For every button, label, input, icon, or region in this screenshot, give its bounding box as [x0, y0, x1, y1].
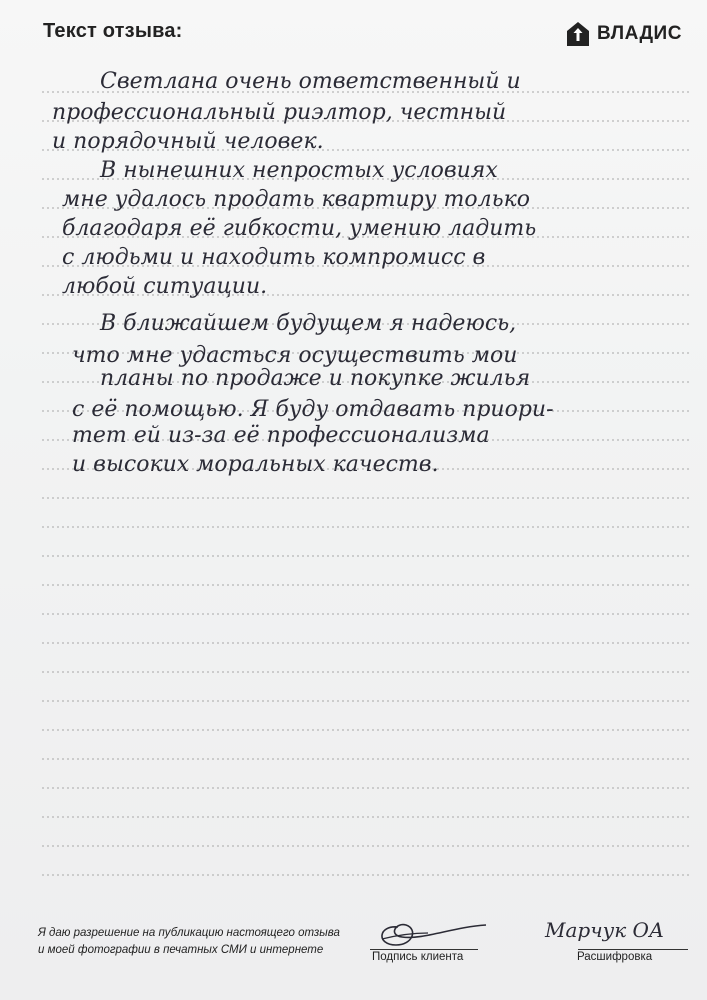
review-line: мне удалось продать квартиру только: [62, 187, 530, 212]
signature-decode-value: Марчук ОА: [545, 918, 665, 942]
signature-label: Подпись клиента: [372, 951, 464, 963]
form-title: Текст отзыва:: [43, 20, 183, 42]
brand-name: ВЛАДИС: [597, 23, 682, 44]
review-line: с людьми и находить компромисс в: [62, 245, 486, 270]
review-line: В ближайшем будущем я надеюсь,: [100, 311, 517, 336]
client-signature: [368, 905, 488, 955]
review-line: с её помощью. Я буду отдавать приори-: [72, 397, 554, 422]
review-line: благодаря её гибкости, умению ладить: [62, 216, 537, 241]
publication-consent: [38, 925, 368, 959]
decode-label: Расшифровка: [577, 951, 653, 963]
review-line: что мне удасться осуществить мои: [72, 343, 518, 368]
review-line: любой ситуации.: [62, 274, 268, 299]
signature-line: [370, 949, 478, 950]
review-line: тет ей из-за её профессионализма: [72, 423, 490, 448]
review-line: профессиональный риэлтор, честный: [52, 100, 507, 125]
review-line: и высоких моральных качеств.: [72, 452, 439, 477]
consent-line: и моей фотографии в печатных СМИ и интернете: [38, 944, 324, 956]
consent-line: Я даю разрешение на публикацию настоящего отзыва: [38, 927, 340, 939]
review-line: планы по продаже и покупке жилья: [100, 366, 531, 391]
review-line: В нынешних непростых условиях: [100, 158, 498, 183]
review-line: Светлана очень ответственный и: [100, 69, 521, 94]
review-line: и порядочный человек.: [52, 129, 324, 154]
decode-line: [578, 949, 688, 950]
